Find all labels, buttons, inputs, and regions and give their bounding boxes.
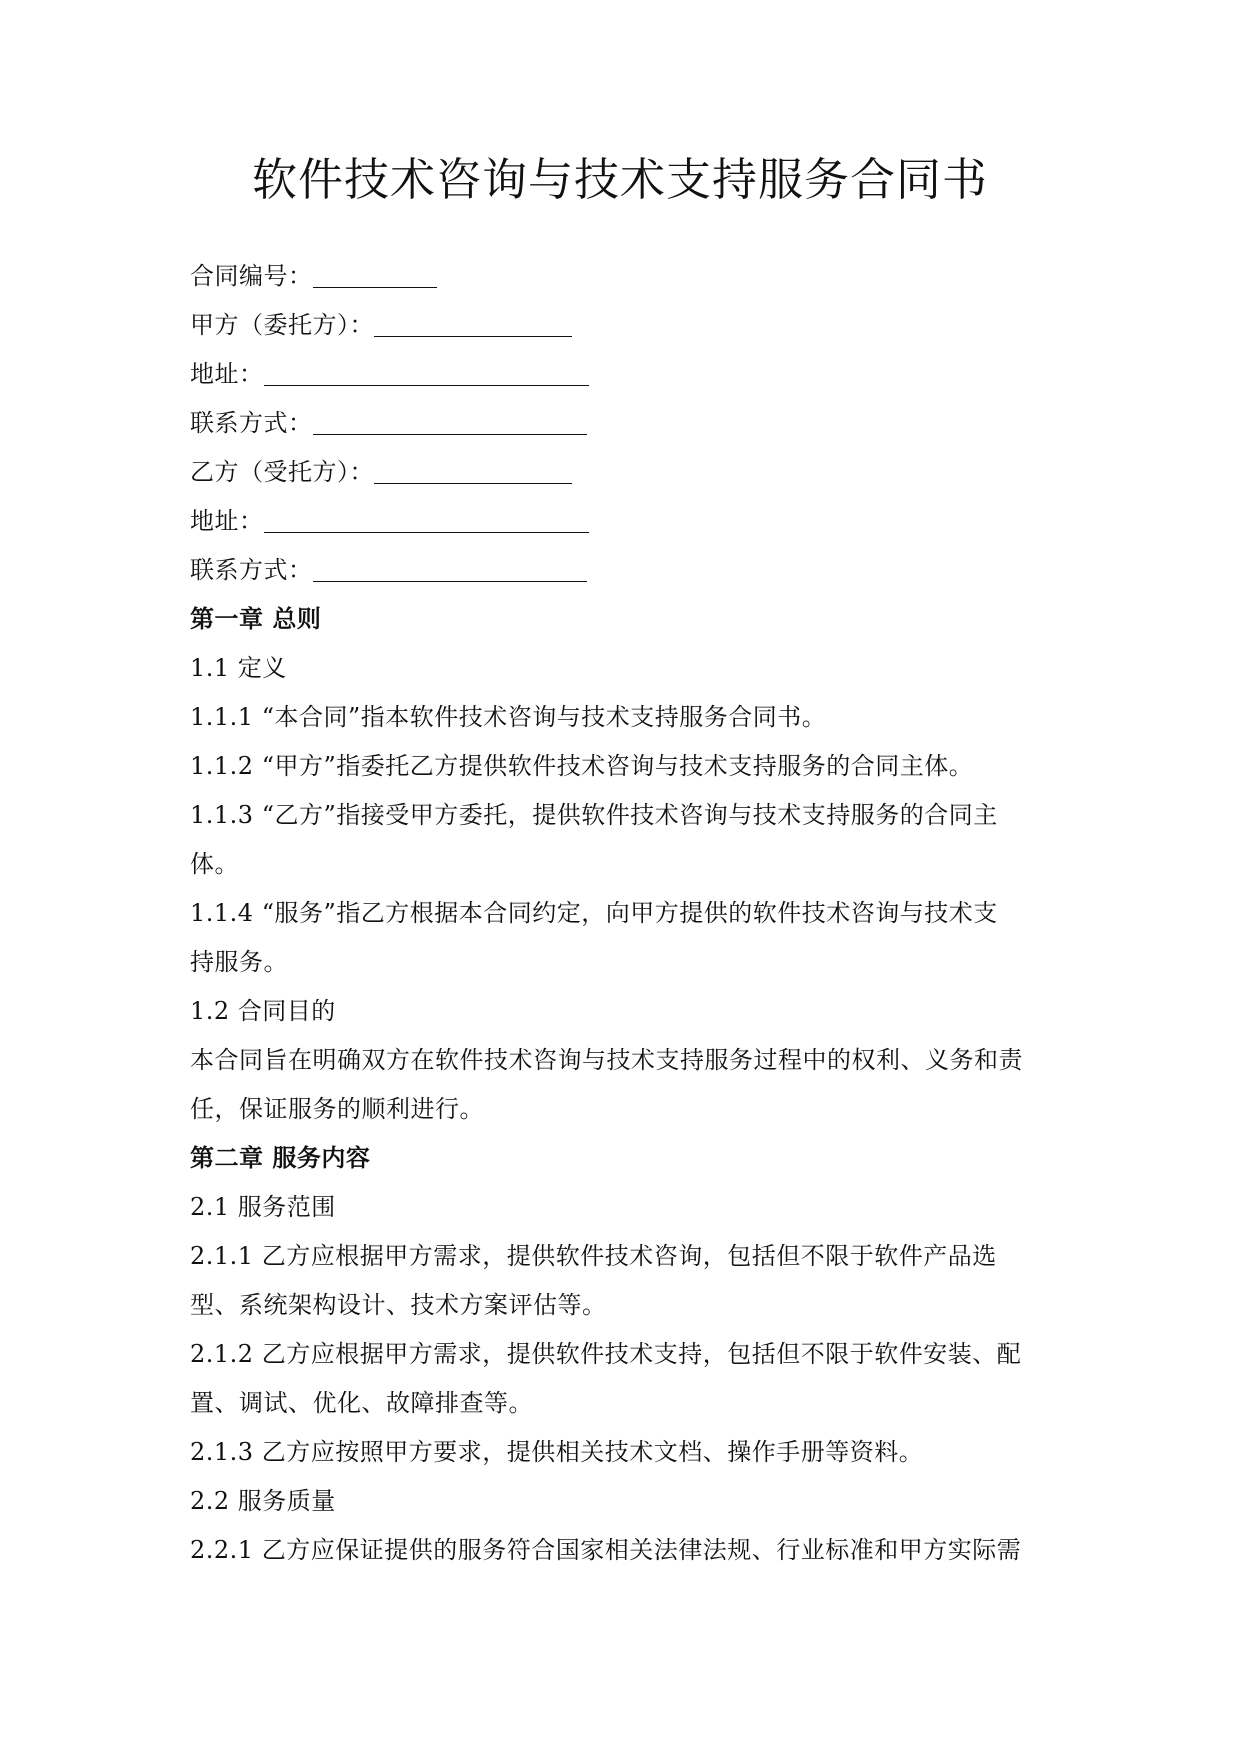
fill-in-blank: [264, 502, 589, 533]
clause-text: 1.1.2 “甲方”指委托乙方提供软件技术咨询与技术支持服务的合同主体。: [190, 752, 974, 780]
clause-text: 2.2.1 乙方应保证提供的服务符合国家相关法律法规、行业标准和甲方实际需: [190, 1536, 1022, 1564]
clause-text: 持服务。: [190, 948, 288, 976]
clause-text: 2.1.3 乙方应按照甲方要求，提供相关技术文档、操作手册等资料。: [190, 1438, 924, 1466]
party-a-field: [190, 301, 1060, 350]
paragraph-text: 任，保证服务的顺利进行。: [190, 1095, 484, 1123]
clause-text: 1.1.3 “乙方”指接受甲方委托，提供软件技术咨询与技术支持服务的合同主: [190, 801, 998, 829]
field-label: 乙方（受托方）：: [190, 458, 374, 486]
party-b-contact-field: [190, 546, 1060, 595]
clause-text: 置、调试、优化、故障排查等。: [190, 1389, 533, 1417]
contract-number-field: [190, 252, 1060, 301]
clause-text: 2.1.1 乙方应根据甲方需求，提供软件技术咨询，包括但不限于软件产品选: [190, 1242, 997, 1270]
fill-in-blank: [374, 306, 572, 337]
field-label: 联系方式：: [190, 409, 313, 437]
field-label: 地址：: [190, 507, 264, 535]
document-title: 软件技术咨询与技术支持服务合同书: [251, 153, 988, 206]
section-heading: 1.2 合同目的: [190, 997, 336, 1025]
party-a-address-field: [190, 350, 1060, 399]
clause-text: 体。: [190, 850, 239, 878]
party-b-address-field: [190, 497, 1060, 546]
clause-text: 型、系统架构设计、技术方案评估等。: [190, 1291, 607, 1319]
field-label: 甲方（委托方）：: [190, 311, 374, 339]
clause-text: 1.1.4 “服务”指乙方根据本合同约定，向甲方提供的软件技术咨询与技术支: [190, 899, 998, 927]
section-heading: 1.1 定义: [190, 654, 287, 682]
document-body: [190, 252, 1060, 1575]
field-label: 合同编号：: [190, 262, 313, 290]
party-b-field: [190, 448, 1060, 497]
fill-in-blank: [313, 404, 587, 435]
paragraph-text: 本合同旨在明确双方在软件技术咨询与技术支持服务过程中的权利、义务和责: [190, 1046, 1023, 1074]
field-label: 联系方式：: [190, 556, 313, 584]
chapter-heading: 第二章 服务内容: [190, 1144, 371, 1172]
fill-in-blank: [264, 355, 589, 386]
fill-in-blank: [374, 453, 572, 484]
party-a-contact-field: [190, 399, 1060, 448]
fill-in-blank: [313, 257, 437, 288]
clause-text: 2.1.2 乙方应根据甲方需求，提供软件技术支持，包括但不限于软件安装、配: [190, 1340, 1022, 1368]
field-label: 地址：: [190, 360, 264, 388]
section-heading: 2.2 服务质量: [190, 1487, 336, 1515]
fill-in-blank: [313, 551, 587, 582]
section-heading: 2.1 服务范围: [190, 1193, 336, 1221]
chapter-heading: 第一章 总则: [190, 605, 322, 633]
clause-text: 1.1.1 “本合同”指本软件技术咨询与技术支持服务合同书。: [190, 703, 827, 731]
